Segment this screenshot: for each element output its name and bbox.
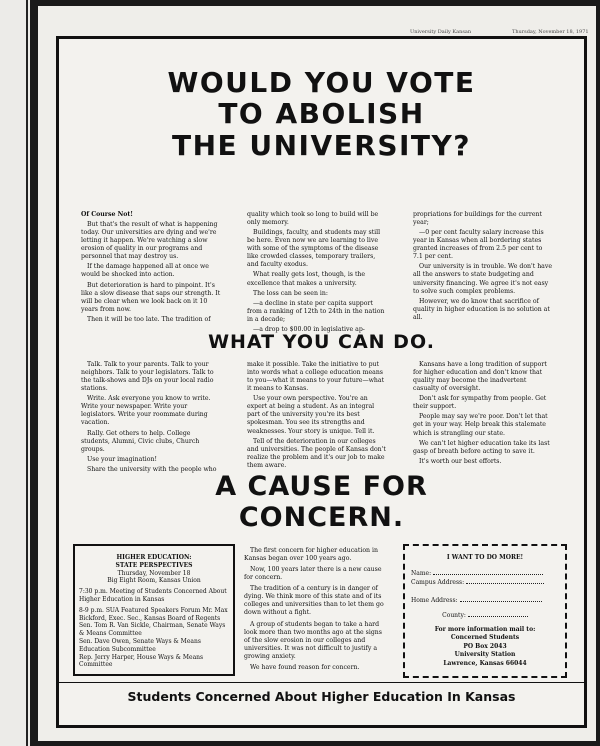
action-col-3 — [413, 361, 553, 468]
response-coupon — [403, 544, 567, 678]
action-col-1 — [81, 361, 221, 476]
coupon-mail-lead: For more information mail to: — [434, 625, 536, 633]
cause-title-line-1: A CAUSE FOR — [215, 471, 428, 502]
event-item: Sen. Tom R. Van Sickle, Chairman, Senate Ways & Means Committee — [79, 622, 226, 638]
intro-paragraph: Buildings, faculty, and students may still be here. Even now we are learning to live with some of the symptoms of the disease like crowded classes, temporary trailers, and faculty exodus. — [247, 229, 381, 269]
event-title: HIGHER EDUCATION: — [116, 554, 192, 561]
coupon-row-home — [411, 597, 559, 605]
concern-paragraph: We have found reason for concern. — [250, 663, 360, 671]
cause-title-line-2: CONCERN. — [238, 502, 405, 534]
intro-paragraph: What really gets lost, though, is the excellence that makes a university. — [247, 271, 366, 287]
intro-paragraph: If the damage happened all at once we would be shocked into action. — [81, 263, 209, 279]
concern-paragraph: A group of students began to take a hard look more than two months ago at the signs of the slow erosion in our colleges and universities. It was not difficult to justify a growing anxiety. — [244, 620, 382, 660]
coupon-row-campus — [411, 579, 559, 587]
action-paragraph: Use your own perspective. You're an expert at being a student. As an integral part of the university you're its best spokesman. You see its strengths and weaknesses. Your story is unique. Tell it. — [247, 395, 375, 435]
folio-paper: University Daily Kansan — [410, 29, 472, 35]
coupon-title: I WANT TO DO MORE! — [446, 554, 524, 561]
intro-paragraph: Of Course Not! — [81, 211, 133, 218]
intro-paragraph: Then it will be too late. The tradition of — [87, 315, 211, 323]
action-paragraph: Kansans have a long tradition of support for higher education and don't know that quality may become the inadvertent casualty of oversight. — [413, 361, 547, 393]
coupon-address-line: University Station — [454, 651, 516, 659]
intro-paragraph: —a drop to $00.00 in legislative ap- — [253, 325, 365, 333]
intro-paragraph: But deterioration is hard to pinpoint. It's like a slow disease that saps our strength. It will be clear when we look back on it 10 years from now. — [81, 281, 221, 313]
intro-col-2 — [247, 211, 387, 336]
action-columns — [81, 361, 561, 471]
folio — [38, 8, 596, 35]
intro-paragraph: —a decline in state per capita support from a ranking of 12th to 24th in the nation in a decade; — [247, 299, 385, 323]
concern-paragraph: The tradition of a century is in danger of dying. We think more of this state and of its colleges and universities than to let them go down without a fight. — [244, 585, 384, 617]
event-place: Big Eight Room, Kansas Union — [107, 577, 201, 585]
event-item: 8-9 p.m. SUA Featured Speakers Forum Mr. Max Bickford, Exec. Sec., Kansas Board of Regents — [79, 606, 228, 622]
event-subtitle: STATE PERSPECTIVES — [115, 561, 193, 569]
intro-paragraph: But that's the result of what is happening today. Our universities are dying and we're letting it happen. We're watching a slow erosion of quality in our programs and personnel that may destroy us. — [81, 221, 218, 261]
action-paragraph: Use your imagination! — [87, 455, 157, 463]
intro-paragraph: propriations for buildings for the current year; — [413, 211, 542, 227]
action-paragraph: Tell of the deterioration in our colleges and universities. The people of Kansas don't realize the problem and it's our job to make them aware. — [247, 437, 386, 469]
intro-paragraph: —0 per cent faculty salary increase this year in Kansas when all bordering states granted increases of from 2.5 per cent to 7.1 per cent. — [413, 229, 544, 261]
coupon-address-line: Lawrence, Kansas 66044 — [443, 659, 527, 667]
intro-paragraph: Our university is in trouble. We don't have all the answers to state budgeting and university financing. We agree it's not easy to solve such complex problems. — [413, 263, 553, 295]
action-paragraph: make it possible. Take the initiative to put into words what a college education means to you—what it means to your future—what it means to Kansas. — [247, 361, 385, 393]
name-field[interactable] — [433, 574, 543, 575]
action-paragraph: People may say we're poor. Don't let that get in your way. Help break this stalemate which is strangling our state. — [413, 413, 548, 437]
folio-date: Thursday, November 18, 1971 — [512, 29, 589, 35]
intro-columns — [81, 211, 561, 331]
headline-line-1: WOULD YOU VOTE — [167, 66, 476, 99]
intro-paragraph: However, we do know that sacrifice of quality in higher education is no solution at all. — [413, 297, 550, 321]
coupon-row-name — [411, 570, 559, 578]
coupon-address-line: Concerned Students — [450, 634, 520, 642]
coupon-label: Name: — [411, 570, 432, 578]
coupon-label: County: — [442, 611, 466, 619]
county-field[interactable] — [468, 616, 528, 617]
action-paragraph: Write. Ask everyone you know to write. Write your newspaper. Write your legislators. Write your roommate during vacation. — [81, 395, 211, 427]
concern-text — [244, 547, 384, 675]
headline-line-2: TO ABOLISH — [218, 97, 425, 131]
action-paragraph: Rally. Get others to help. College students, Alumni, Civic clubs, Church groups. — [81, 429, 200, 453]
coupon-mailing — [411, 626, 559, 668]
event-date: Thursday, November 18 — [117, 569, 191, 577]
coupon-label: Home Address: — [411, 597, 458, 605]
event-item: Sen. Dave Owen, Senate Ways & Means Education Subcommittee — [79, 637, 201, 653]
action-paragraph: It's worth our best efforts. — [419, 457, 502, 465]
newspaper-page — [38, 6, 596, 741]
section-title-what-you-can-do: WHAT YOU CAN DO. — [208, 331, 435, 353]
concern-paragraph: Now, 100 years later there is a new cause for concern. — [244, 566, 382, 582]
coupon-label: Campus Address: — [411, 578, 465, 586]
footer-rule — [59, 682, 584, 683]
intro-paragraph: The loss can be seen in: — [253, 289, 328, 297]
headline-line-3: THE UNIVERSITY? — [171, 128, 472, 162]
action-col-2 — [247, 361, 387, 472]
intro-col-3 — [413, 211, 553, 324]
intro-paragraph: quality which took so long to build will be only memory. — [247, 211, 379, 227]
action-paragraph: Talk. Talk to your parents. Talk to your neighbors. Talk to your legislators. Talk to the talk-shows and DJs on your local radio stations. — [81, 361, 214, 393]
concern-paragraph: The first concern for higher education in Kansas began over 100 years ago. — [244, 547, 378, 563]
action-paragraph: Don't ask for sympathy from people. Get their support. — [413, 395, 547, 411]
campus-address-field[interactable] — [466, 583, 544, 584]
action-paragraph: Share the university with the people who — [87, 465, 217, 473]
coupon-address-line: PO Box 2043 — [463, 642, 507, 650]
home-address-field[interactable] — [460, 601, 542, 602]
page-gutter-rule — [26, 0, 28, 746]
advertisement — [56, 36, 587, 728]
section-title-cause-for-concern — [59, 471, 584, 533]
coupon-row-county — [411, 612, 559, 620]
event-item: 7:30 p.m. Meeting of Students Concerned About Higher Education in Kansas — [79, 588, 227, 603]
intro-col-1 — [81, 211, 221, 326]
event-panel — [73, 544, 235, 676]
main-headline — [59, 67, 584, 161]
sponsor-line: Students Concerned About Higher Education In Kansas — [127, 689, 516, 704]
event-item: Rep. Jerry Harper, House Ways & Means Committee — [79, 653, 204, 669]
action-paragraph: We can't let higher education take its last gasp of breath before acting to save it. — [413, 439, 550, 455]
